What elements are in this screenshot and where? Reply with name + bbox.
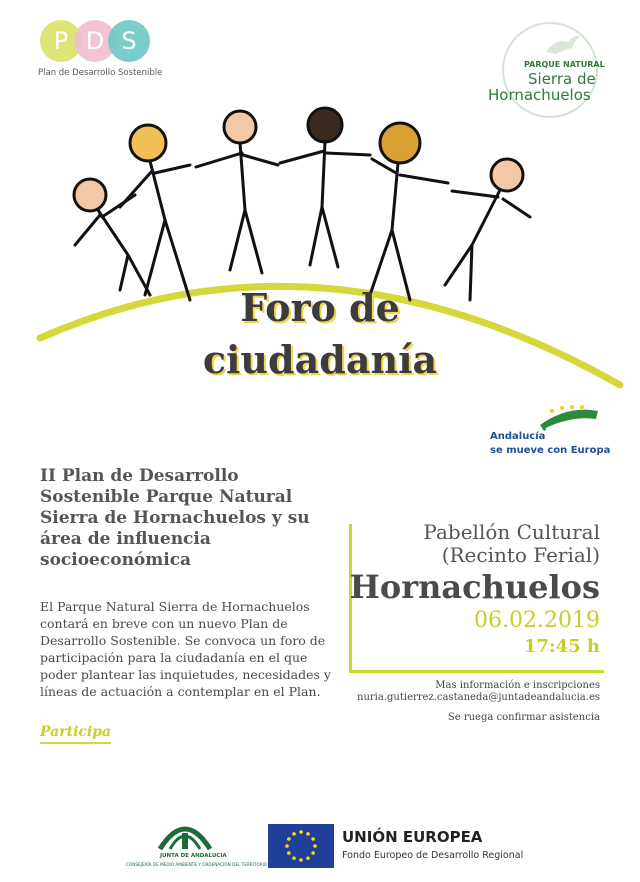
andalucia-line1: Andalucía: [490, 431, 546, 442]
body-paragraph: El Parque Natural Sierra de Hornachuelos contará en breve con un nuevo Plan de Desarrollo Sostenible. Se convoca un foro de participación para la ciudadanía en el que poder plantear las inquietudes, necesidades y líneas de actuación a contemplar en el Plan.: [40, 599, 331, 699]
junta-name: JUNTA DE ANDALUCIA: [160, 853, 227, 859]
venue-subname: (Recinto Ferial): [441, 543, 600, 567]
pds-letter-d: D: [74, 20, 116, 62]
contact-email[interactable]: nuria.gutierrez.castaneda@juntadeandalucia.es: [357, 692, 600, 703]
andalucia-line2: se mueve con Europa: [490, 445, 611, 456]
title-line2: ciudadanía: [202, 337, 438, 382]
participa-link[interactable]: Participa: [40, 724, 111, 744]
eu-star: [285, 844, 289, 848]
title-line1: Foro de: [240, 285, 400, 330]
pds-letter-s: S: [108, 20, 150, 62]
eu-title: UNIÓN EUROPEA: [342, 828, 483, 846]
parque-small-label: PARQUE NATURAL: [524, 60, 605, 69]
eu-star: [306, 832, 310, 836]
eu-star: [299, 830, 303, 834]
eu-star: [311, 837, 315, 841]
venue-city: Hornachuelos: [349, 568, 600, 606]
plan-heading: II Plan de Desarrollo Sostenible Parque Natural Sierra de Hornachuelos y su área de influencia socioeconómica: [40, 466, 310, 570]
page-title: [180, 282, 460, 386]
junta-andalucia-logo: [120, 815, 268, 875]
bird-icon: [542, 30, 582, 60]
pds-letter-p: P: [40, 20, 82, 62]
info-label: Mas información e inscripciones: [435, 680, 600, 691]
pds-caption: Plan de Desarrollo Sostenible: [38, 68, 163, 78]
eu-star: [299, 858, 303, 862]
flag-stars-icon: [538, 405, 600, 431]
parque-name-line1: Sierra de: [528, 70, 596, 88]
junta-department: CONSEJERÍA DE MEDIO AMBIENTE Y ORDENACIÓN DEL TERRITORIO: [126, 862, 268, 867]
eu-star: [311, 851, 315, 855]
eu-flag-icon: [268, 824, 334, 868]
eu-star: [292, 856, 296, 860]
parque-name-line2: Hornachuelos: [488, 86, 591, 104]
eu-star: [287, 837, 291, 841]
eu-star: [292, 832, 296, 836]
eu-star: [287, 851, 291, 855]
venue-name: Pabellón Cultural: [423, 520, 600, 544]
eu-star: [306, 856, 310, 860]
pds-logo: [36, 20, 176, 82]
confirm-note: Se ruega confirmar asistencia: [447, 712, 600, 723]
junta-arch-icon: [154, 815, 216, 853]
eu-subtitle: Fondo Europeo de Desarrollo Regional: [342, 850, 524, 861]
andalucia-europa-logo: [490, 405, 610, 465]
event-time: 17:45 h: [523, 636, 600, 657]
eu-star: [313, 844, 317, 848]
event-date: 06.02.2019: [474, 608, 600, 633]
